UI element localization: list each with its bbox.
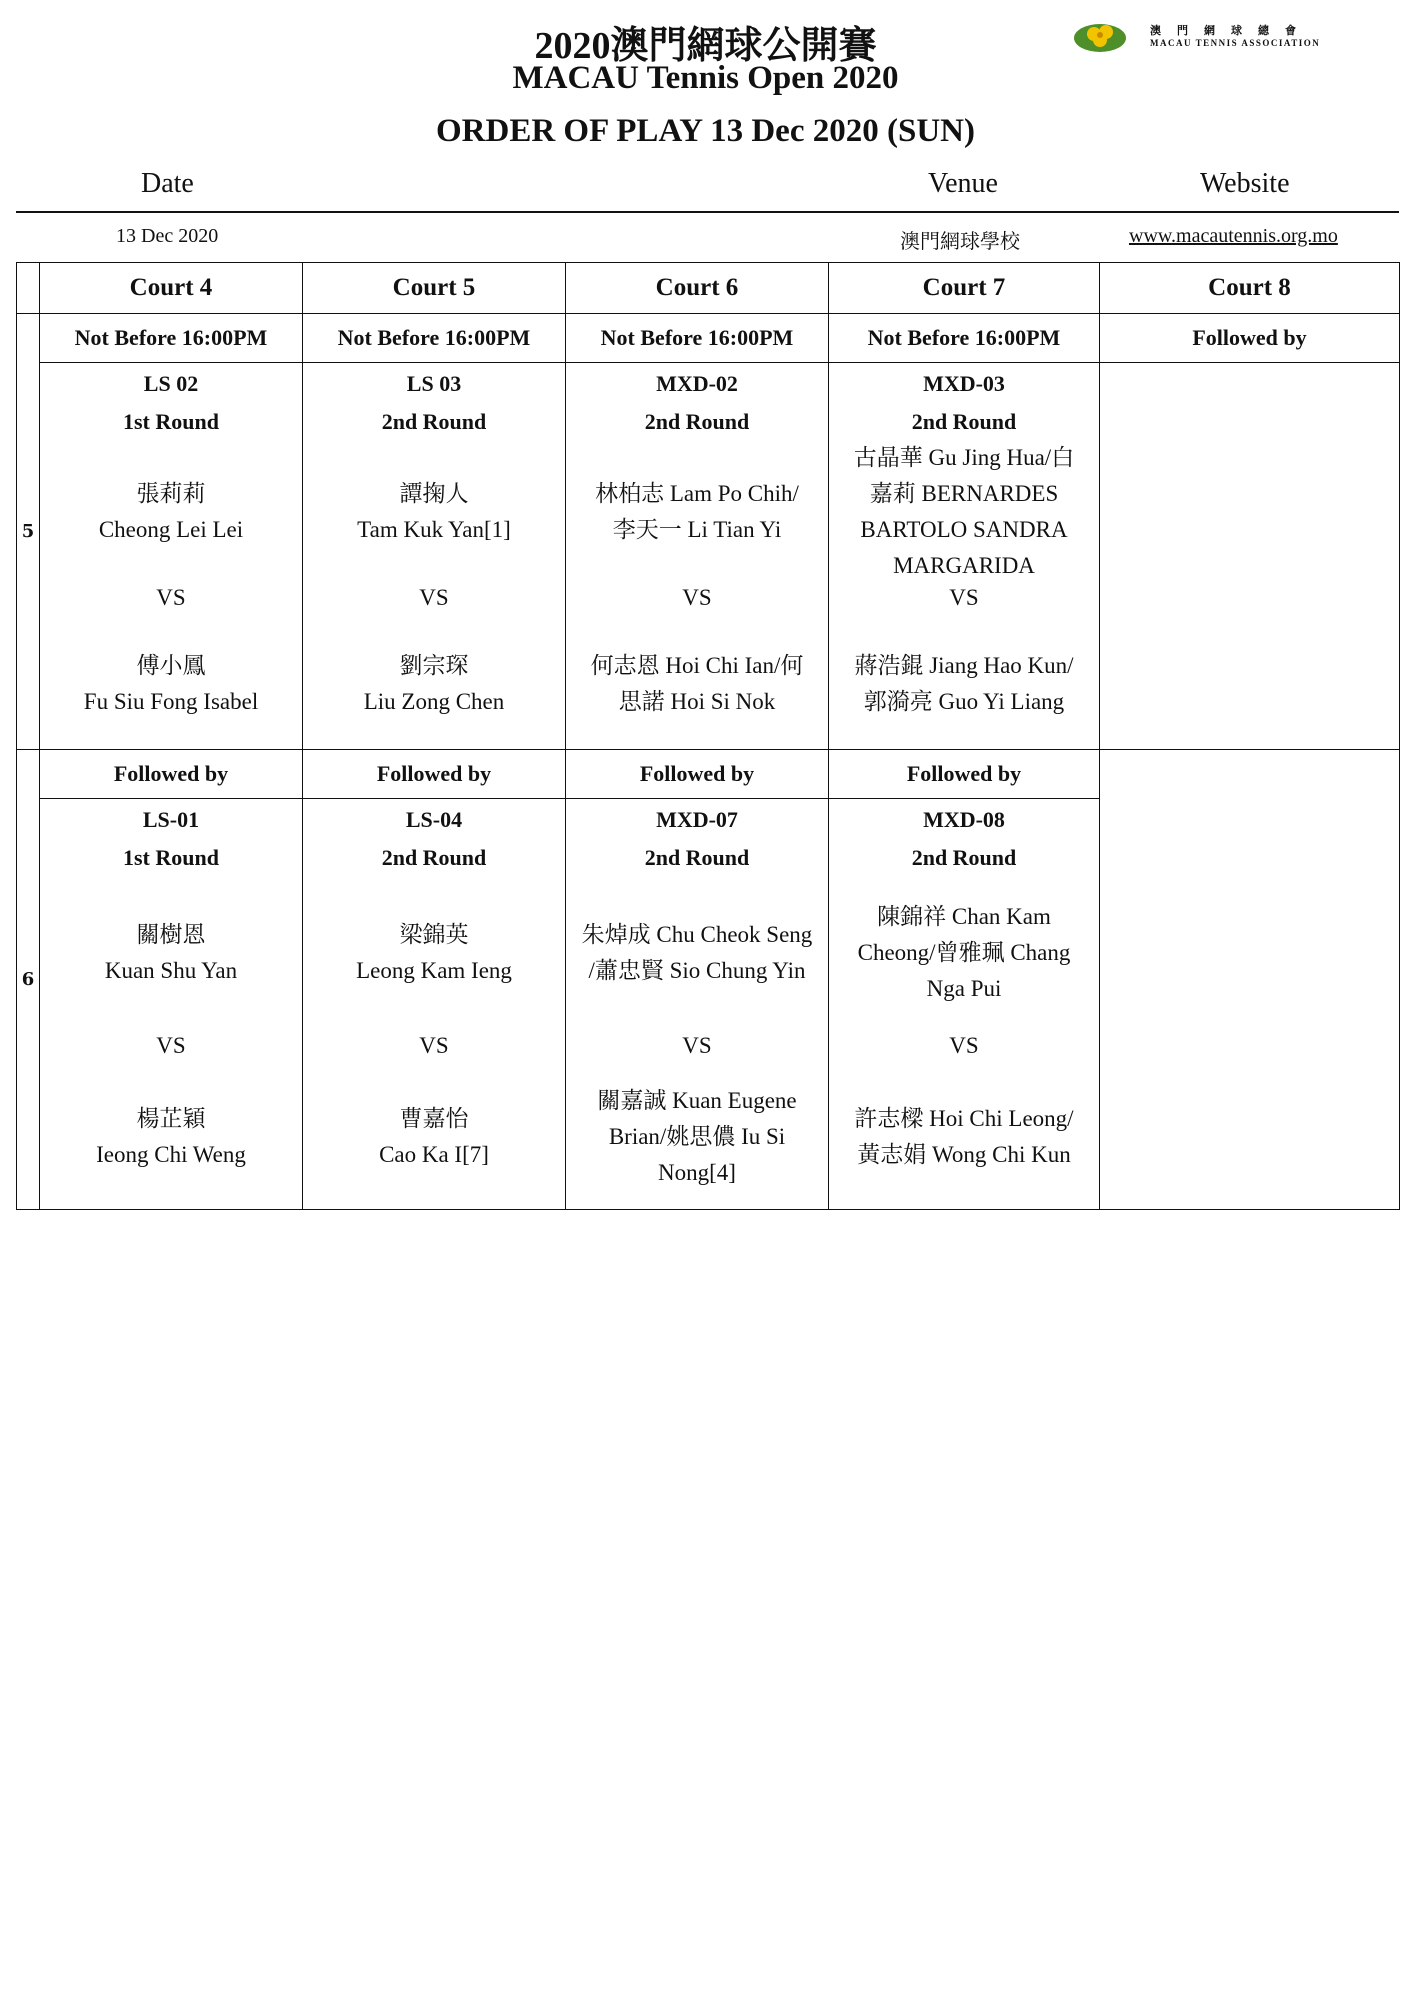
court-8-header: Court 8 xyxy=(1100,263,1400,314)
player-2: 楊芷穎 Ieong Chi Weng xyxy=(96,1106,246,1167)
player-2: 關嘉誠 Kuan Eugene Brian/姚思儂 Iu Si Nong[4] xyxy=(597,1088,797,1185)
versus: VS xyxy=(419,1033,449,1058)
match-round: 2nd Round xyxy=(644,845,750,870)
slot-5-court-6-time: Not Before 16:00PM xyxy=(566,314,829,363)
match-code: LS 02 xyxy=(143,371,199,396)
title-english: MACAU Tennis Open 2020 xyxy=(512,60,899,96)
slot-6-court-5-time: Followed by xyxy=(303,750,566,799)
slot-6-court-4-time: Followed by xyxy=(40,750,303,799)
corner-cell xyxy=(17,263,40,314)
match-ls-03 xyxy=(303,363,566,750)
player-1: 張莉莉 Cheong Lei Lei xyxy=(98,481,244,542)
slot-5-match-row xyxy=(17,363,1400,750)
slot-5-number: 5 xyxy=(17,314,40,750)
tennis-flower-logo-icon xyxy=(1072,16,1142,56)
match-code: LS-01 xyxy=(142,807,200,832)
date-label: Date xyxy=(141,168,194,199)
match-code: LS 03 xyxy=(406,371,462,396)
slot-5-time-row xyxy=(17,314,1400,363)
player-1: 關樹恩 Kuan Shu Yan xyxy=(104,922,238,983)
logo-english-text: MACAU TENNIS ASSOCIATION xyxy=(1150,38,1321,48)
player-2: 許志樑 Hoi Chi Leong/ 黃志娟 Wong Chi Kun xyxy=(854,1106,1074,1167)
player-1: 譚掬人 Tam Kuk Yan[1] xyxy=(357,481,511,542)
match-ls-01 xyxy=(40,799,303,1210)
slot-5-court-5-time: Not Before 16:00PM xyxy=(303,314,566,363)
versus: VS xyxy=(419,585,449,610)
order-of-play-heading: ORDER OF PLAY 13 Dec 2020 (SUN) xyxy=(436,113,975,149)
match-code: LS-04 xyxy=(405,807,463,832)
versus: VS xyxy=(949,1033,979,1058)
versus: VS xyxy=(682,585,712,610)
player-2: 曹嘉怡 Cao Ka I[7] xyxy=(379,1106,489,1167)
player-2: 傅小鳳 Fu Siu Fong Isabel xyxy=(83,653,259,714)
versus: VS xyxy=(682,1033,712,1058)
match-code: MXD-08 xyxy=(923,807,1005,832)
match-round: 2nd Round xyxy=(644,409,750,434)
court-7-header: Court 7 xyxy=(829,263,1100,314)
match-mxd-03 xyxy=(829,363,1100,750)
player-2: 劉宗琛 Liu Zong Chen xyxy=(363,653,505,714)
slot-6-time-row xyxy=(17,750,1400,799)
match-mxd-07 xyxy=(566,799,829,1210)
slot-6-court-6-time: Followed by xyxy=(566,750,829,799)
website-link[interactable]: www.macautennis.org.mo xyxy=(1129,225,1338,247)
match-round: 2nd Round xyxy=(911,409,1017,434)
court-6-header: Court 6 xyxy=(566,263,829,314)
court-5-header: Court 5 xyxy=(303,263,566,314)
slot-6-court-7-time: Followed by xyxy=(829,750,1100,799)
versus: VS xyxy=(949,585,979,610)
slot-5-court-7-time: Not Before 16:00PM xyxy=(829,314,1100,363)
slot-5-court-8-time: Followed by xyxy=(1100,314,1400,363)
match-round: 1st Round xyxy=(123,409,219,434)
match-ls-02 xyxy=(40,363,303,750)
player-1: 林柏志 Lam Po Chih/ 李天一 Li Tian Yi xyxy=(595,481,799,542)
match-round: 2nd Round xyxy=(381,845,487,870)
title-chinese: 2020澳門網球公開賽 xyxy=(534,25,877,67)
venue-value: 澳門網球學校 xyxy=(900,231,1020,253)
order-of-play-table xyxy=(16,262,1400,1210)
association-logo xyxy=(1072,16,1362,56)
court-8-empty-cell xyxy=(1100,750,1400,1210)
logo-chinese-text: 澳門網球總會 xyxy=(1150,25,1312,37)
match-mxd-08 xyxy=(829,799,1100,1210)
slot-5-court-4-time: Not Before 16:00PM xyxy=(40,314,303,363)
player-2: 蔣浩錕 Jiang Hao Kun/ 郭漪亮 Guo Yi Liang xyxy=(854,653,1074,714)
venue-label: Venue xyxy=(928,168,998,199)
match-ls-04 xyxy=(303,799,566,1210)
match-code: MXD-07 xyxy=(656,807,738,832)
player-1: 梁錦英 Leong Kam Ieng xyxy=(356,922,512,983)
match-code: MXD-02 xyxy=(656,371,738,396)
court-4-header: Court 4 xyxy=(40,263,303,314)
match-mxd-02 xyxy=(566,363,829,750)
versus: VS xyxy=(156,1033,186,1058)
player-1: 古晶華 Gu Jing Hua/白 嘉莉 BERNARDES BARTOLO SANDRA MARGARIDA xyxy=(853,445,1075,578)
match-code: MXD-03 xyxy=(923,371,1005,396)
player-1: 朱焯成 Chu Cheok Seng /蕭忠賢 Sio Chung Yin xyxy=(581,922,813,983)
court-header-row xyxy=(17,263,1400,314)
match-round: 2nd Round xyxy=(381,409,487,434)
header-divider xyxy=(16,211,1399,213)
match-round: 1st Round xyxy=(123,845,219,870)
versus: VS xyxy=(156,585,186,610)
slot-6-number: 6 xyxy=(17,750,40,1210)
court-8-empty-cell xyxy=(1100,363,1400,750)
website-label: Website xyxy=(1200,168,1290,199)
match-round: 2nd Round xyxy=(911,845,1017,870)
date-value: 13 Dec 2020 xyxy=(116,225,219,247)
player-2: 何志恩 Hoi Chi Ian/何 思諾 Hoi Si Nok xyxy=(590,653,804,714)
player-1: 陳錦祥 Chan Kam Cheong/曾雅珮 Chang Nga Pui xyxy=(857,904,1071,1001)
